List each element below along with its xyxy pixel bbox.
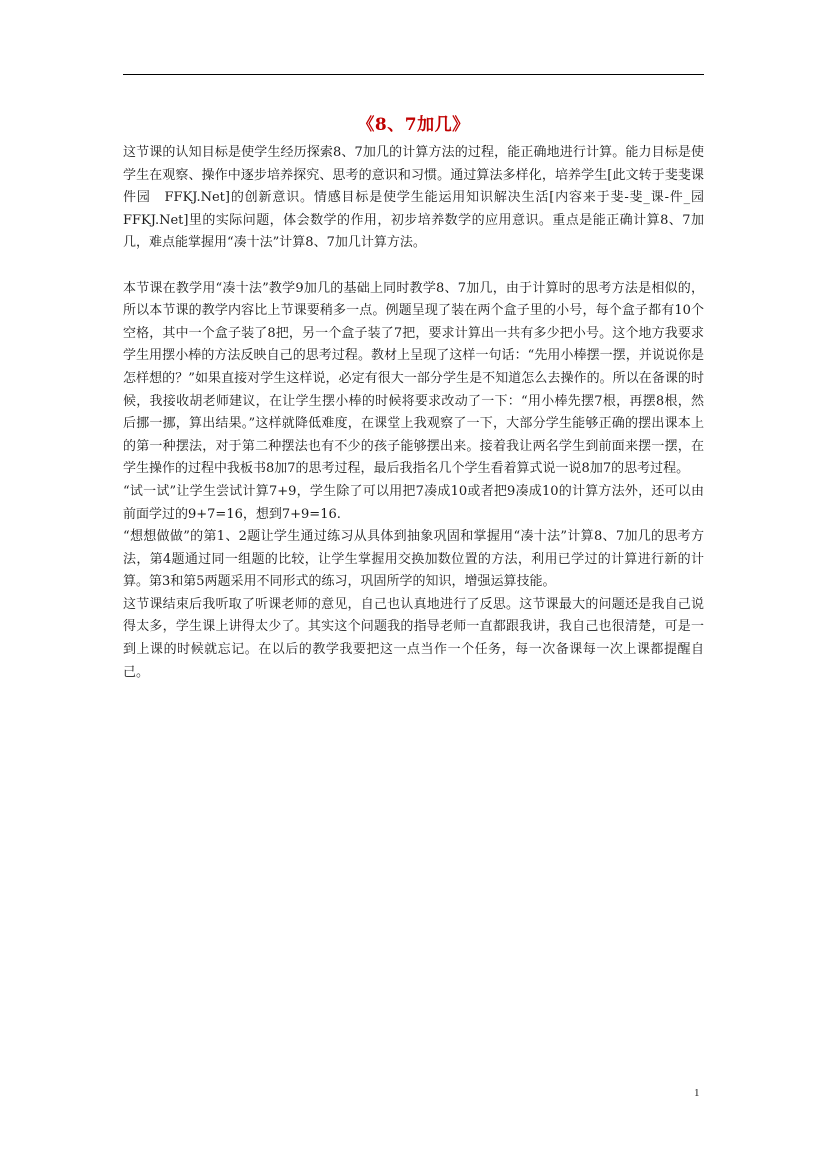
paragraph-objectives: 这节课的认知目标是使学生经历探索8、7加几的计算方法的过程，能正确地进行计算。能力目标是使学生在观察、操作中逐步培养探究、思考的意识和习惯。通过算法多样化，培养学生[此文转于斐斐课件园 FFKJ.Net]的创新意识。情感目标是使学生能运用知识解决生活[内容来于斐-斐_课-件_园 FFKJ.Net]里的实际问题，体会数学的作用，初步培养数学的应用意识。重点是能正确计算8、7加几，难点能掌握用“凑十法”计算8、7加几计算方法。 [123,145,718,251]
page-number: 1 [694,1087,700,1099]
document-body [123,142,718,684]
paragraph-try-it: “试一试”让学生尝试计算7+9，学生除了可以用把7凑成10或者把9凑成10的计算方法外，还可以由前面学过的9+7=16，想到7+9=16. [123,483,704,522]
header-rule [123,74,704,75]
paragraph-lesson-process: 本节课在教学用“凑十法”教学9加几的基础上同时教学8、7加几，由于计算时的思考方法是相似的，所以本节课的教学内容比上节课要稍多一点。例题呈现了装在两个盒子里的小号，每个盒子都有10个空格，其中一个盒子装了8把，另一个盒子装了7把，要求计算出一共有多少把小号。这个地方我要求学生用摆小棒的方法反映自己的思考过程。教材上呈现了这样一句话：“先用小棒摆一摆，并说说你是怎样想的？”如果直接对学生这样说，必定有很大一部分学生是不知道怎么去操作的。所以在备课的时候，我接收胡老师建议，在让学生摆小棒的时候将要求改动了一下：“用小棒先摆7根，再摆8根，然后挪一挪，算出结果。”这样就降低难度，在课堂上我观察了一下，大部分学生能够正确的摆出课本上的第一种摆法，对于第二种摆法也有不少的孩子能够摆出来。接着我让两名学生到前面来摆一摆，在学生操作的过程中我板书8加7的思考过程，最后我指名几个学生看着算式说一说8加7的思考过程。 [123,280,704,477]
paragraph-think-and-do: “想想做做”的第1、2题让学生通过练习从具体到抽象巩固和掌握用“凑十法”计算8、7加几的思考方法，第4题通过同一组题的比较，让学生掌握用交换加数位置的方法，利用已学过的计算进行新的计算。第3和第5两题采用不同形式的练习，巩固所学的知识，增强运算技能。 [123,529,704,590]
page-title: 《8、7加几》 [357,115,470,135]
paragraph-reflection: 这节课结束后我听取了听课老师的意见，自己也认真地进行了反思。这节课最大的问题还是我自己说得太多，学生课上讲得太少了。其实这个问题我的指导老师一直都跟我讲，我自己也很清楚，可是一到上课的时候就忘记。在以后的教学我要把这一点当作一个任务，每一次备课每一次上课都提醒自己。 [123,596,704,680]
